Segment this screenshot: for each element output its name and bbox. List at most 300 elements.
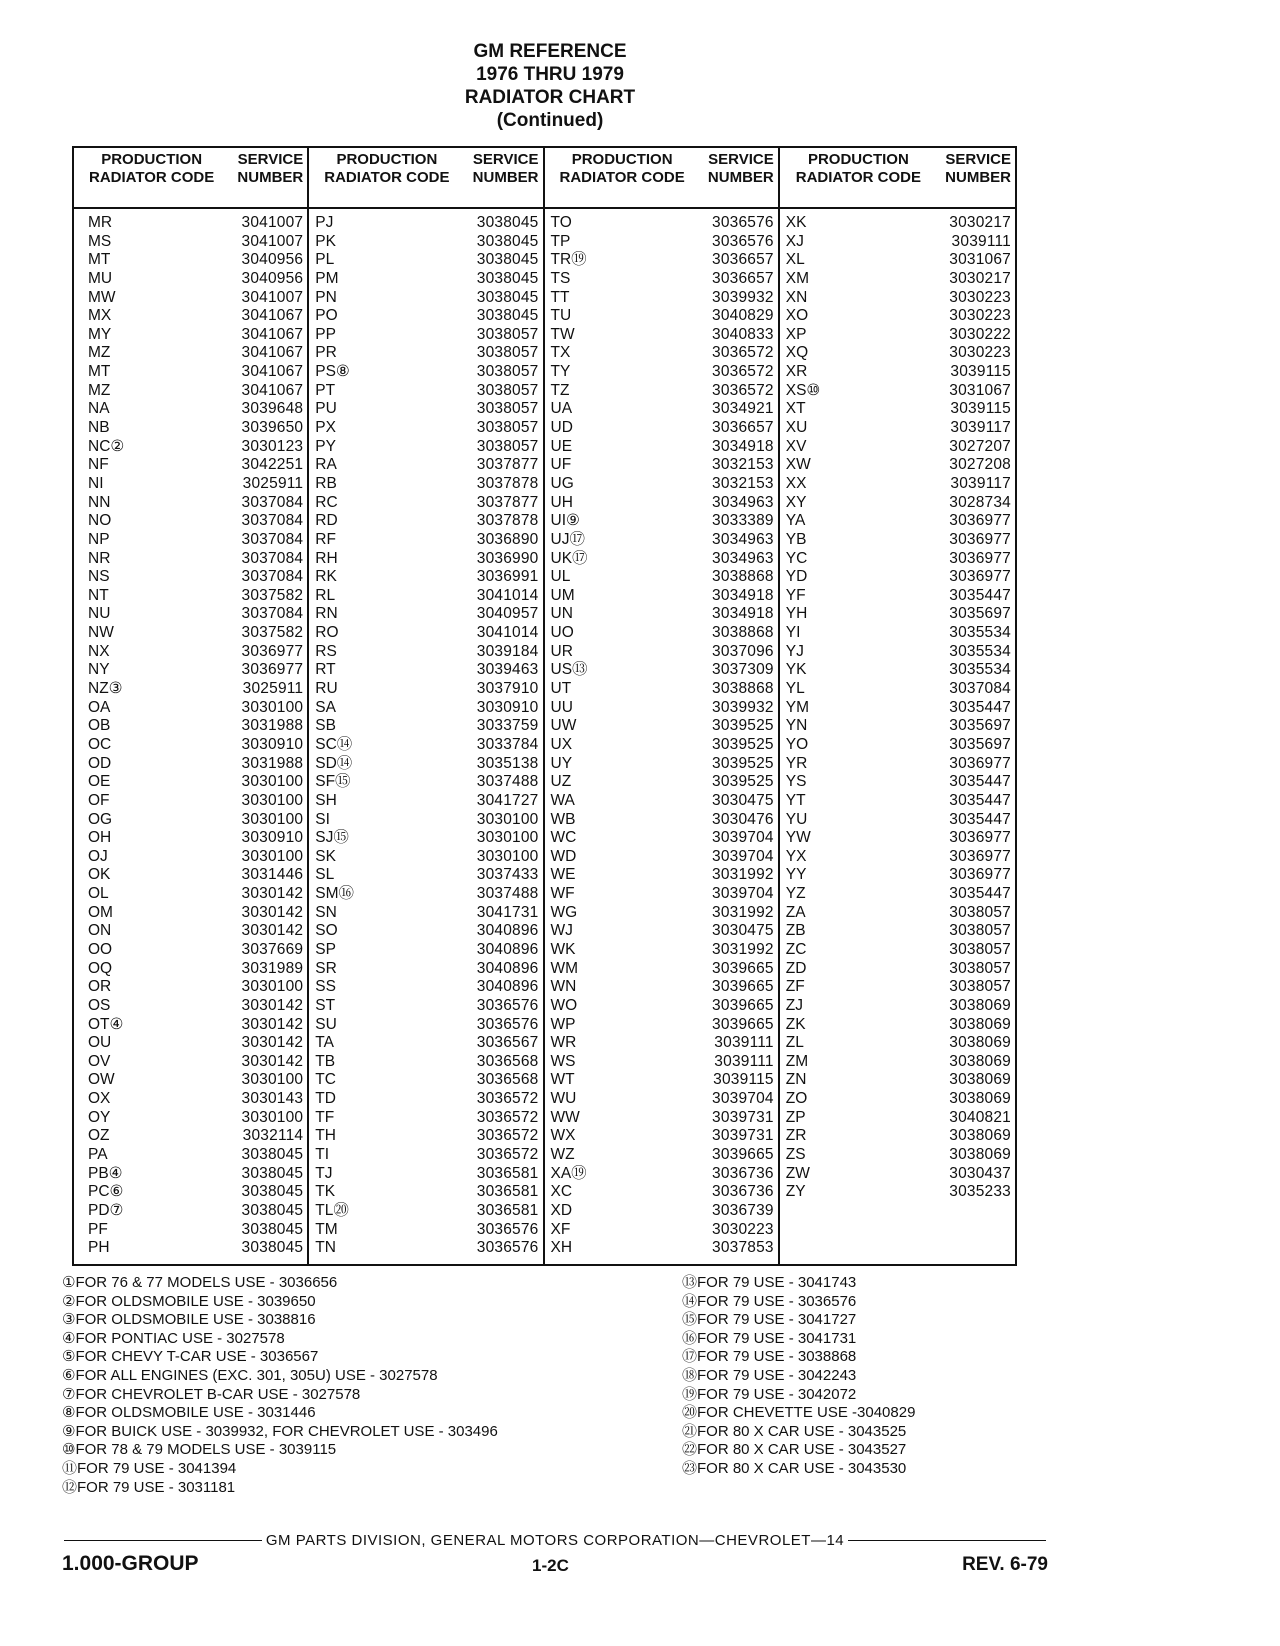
production-code: ZS <box>785 1146 806 1164</box>
service-number: 3036977 <box>949 549 1011 567</box>
production-code: XJ <box>785 232 804 250</box>
table-row <box>545 717 778 736</box>
service-number: 3038045 <box>476 251 539 269</box>
table-row <box>309 344 542 363</box>
service-number: 3037096 <box>712 642 774 660</box>
production-code: XD <box>550 1201 573 1219</box>
table-row <box>309 550 542 569</box>
service-number: 3036568 <box>476 1052 539 1070</box>
table-row <box>309 1146 542 1165</box>
service-number: 3037669 <box>241 940 304 958</box>
service-number: 3036572 <box>712 381 774 399</box>
footnote: ②FOR OLDSMOBILE USE - 3039650 <box>62 1292 316 1310</box>
service-number: 3036977 <box>949 866 1011 884</box>
table-row <box>309 1109 542 1128</box>
table-row <box>545 512 778 531</box>
table-row <box>780 605 1015 624</box>
service-number: 3028734 <box>949 493 1011 511</box>
table-row <box>74 717 307 736</box>
table-row <box>780 1034 1015 1053</box>
production-code: OR <box>88 978 112 996</box>
table-row <box>780 904 1015 923</box>
table-row <box>545 531 778 550</box>
service-number: 3036572 <box>712 363 774 381</box>
production-code: OA <box>88 698 111 716</box>
production-code: XW <box>785 456 811 474</box>
service-number: 3035697 <box>949 717 1011 735</box>
table-row <box>309 624 542 643</box>
production-code: RB <box>315 474 337 492</box>
production-code: OT④ <box>88 1015 124 1033</box>
production-code: UJ⑰ <box>550 530 585 548</box>
table-row <box>74 922 307 941</box>
service-number: 3033784 <box>476 735 539 753</box>
table-row <box>545 960 778 979</box>
table-row <box>309 1016 542 1035</box>
table-row <box>780 531 1015 550</box>
service-number: 3035534 <box>949 624 1011 642</box>
service-number: 3041067 <box>241 344 304 362</box>
production-code: XY <box>785 493 807 511</box>
table-row <box>309 717 542 736</box>
service-number: 3036657 <box>712 251 774 269</box>
service-number: 3038057 <box>949 978 1011 996</box>
service-number: 3036890 <box>476 530 539 548</box>
table-row <box>74 270 307 289</box>
production-code: OL <box>88 885 109 903</box>
table-row <box>780 643 1015 662</box>
table-row <box>780 922 1015 941</box>
service-number: 3030910 <box>241 735 304 753</box>
service-number: 3030223 <box>949 344 1011 362</box>
production-code: WO <box>550 996 578 1014</box>
production-code: RL <box>315 586 336 604</box>
service-number: 3036991 <box>476 568 539 586</box>
production-code: TZ <box>550 381 570 399</box>
table-row <box>74 307 307 326</box>
footnote: ⑱FOR 79 USE - 3042243 <box>682 1366 857 1384</box>
footnote: ⑰FOR 79 USE - 3038868 <box>682 1348 857 1366</box>
service-number: 3037084 <box>241 512 304 530</box>
production-code: ON <box>88 922 112 940</box>
table-row <box>309 699 542 718</box>
production-code: PC⑥ <box>88 1183 124 1201</box>
footnote: ⑭FOR 79 USE - 3036576 <box>682 1292 857 1310</box>
service-number: 3038045 <box>241 1220 304 1238</box>
production-code: SK <box>315 847 336 865</box>
production-code: TX <box>550 344 571 362</box>
service-number: 3039184 <box>476 642 539 660</box>
service-number: 3037433 <box>476 866 539 884</box>
service-number: 3034963 <box>712 530 774 548</box>
table-row <box>545 792 778 811</box>
service-number: 3030142 <box>241 885 304 903</box>
production-code: RT <box>315 661 336 679</box>
service-number: 3039525 <box>712 754 774 772</box>
production-code: WW <box>550 1108 580 1126</box>
footer-group: 1.000-GROUP <box>62 1552 199 1575</box>
service-number: 3037877 <box>476 456 539 474</box>
footnote: ⑬FOR 79 USE - 3041743 <box>682 1274 857 1291</box>
service-number: 3035138 <box>476 754 539 772</box>
production-code: XQ <box>785 344 809 362</box>
table-row <box>309 978 542 997</box>
production-code: YW <box>785 829 811 847</box>
column-header <box>309 148 542 209</box>
service-number: 3030100 <box>476 810 539 828</box>
service-number: 3041067 <box>241 307 304 325</box>
footnote: ⑳FOR CHEVETTE USE -3040829 <box>682 1404 916 1422</box>
footnote: ⑤FOR CHEVY T-CAR USE - 3036567 <box>62 1348 319 1366</box>
service-number: 3035447 <box>949 810 1011 828</box>
service-number: 3038045 <box>476 307 539 325</box>
table-row <box>74 680 307 699</box>
footnote: ㉑FOR 80 X CAR USE - 3043525 <box>682 1422 907 1440</box>
production-code: OG <box>88 810 113 828</box>
production-code: UX <box>550 735 573 753</box>
service-number: 3035534 <box>949 661 1011 679</box>
production-code: SO <box>315 922 338 940</box>
table-row <box>545 1127 778 1146</box>
service-number: 3041727 <box>476 791 539 809</box>
service-number: 3030217 <box>949 269 1011 287</box>
production-code: NC② <box>88 437 125 455</box>
production-code: PN <box>315 288 337 306</box>
table-row <box>74 568 307 587</box>
production-header: PRODUCTION RADIATOR CODE <box>88 151 215 186</box>
footnote: ⑯FOR 79 USE - 3041731 <box>682 1329 857 1347</box>
table-row <box>74 605 307 624</box>
production-code: UU <box>550 698 573 716</box>
production-code: RD <box>315 512 338 530</box>
production-code: XL <box>785 251 805 269</box>
service-number: 3037309 <box>712 661 774 679</box>
table-row <box>545 382 778 401</box>
production-code: TH <box>315 1127 336 1145</box>
production-code: MS <box>88 232 112 250</box>
production-code: OX <box>88 1090 111 1108</box>
production-code: SP <box>315 940 336 958</box>
service-number: 3037582 <box>241 624 304 642</box>
service-number: 3039111 <box>714 1052 774 1070</box>
service-number: 3037084 <box>241 530 304 548</box>
production-code: UR <box>550 642 573 660</box>
table-row <box>780 1071 1015 1090</box>
production-code: ST <box>315 996 336 1014</box>
service-number: 3035233 <box>949 1183 1011 1201</box>
production-code: XS⑩ <box>785 381 821 399</box>
table-row <box>780 1016 1015 1035</box>
service-number: 3036977 <box>949 829 1011 847</box>
production-code: RO <box>315 624 339 642</box>
service-number: 3038057 <box>949 903 1011 921</box>
service-number: 3039665 <box>712 1015 774 1033</box>
production-code: SA <box>315 698 336 716</box>
service-number: 3039731 <box>712 1108 774 1126</box>
title-line-2: 1976 THRU 1979 <box>476 64 624 85</box>
table-row <box>780 1183 1015 1202</box>
table-row <box>74 344 307 363</box>
table-row <box>309 289 542 308</box>
table-row <box>309 1090 542 1109</box>
production-code: SS <box>315 978 336 996</box>
table-row <box>74 624 307 643</box>
service-number: 3030142 <box>241 1034 304 1052</box>
service-number: 3038045 <box>476 232 539 250</box>
table-row <box>545 1090 778 1109</box>
production-code: WC <box>550 829 577 847</box>
production-code: ZY <box>785 1183 806 1201</box>
service-number: 3038045 <box>241 1183 304 1201</box>
table-row <box>74 997 307 1016</box>
service-number: 3030100 <box>241 810 304 828</box>
table-row <box>74 848 307 867</box>
production-code: XP <box>785 325 807 343</box>
table-row <box>545 214 778 233</box>
production-code: TM <box>315 1220 338 1238</box>
footnote: ③FOR OLDSMOBILE USE - 3038816 <box>62 1311 316 1329</box>
table-row <box>545 1221 778 1240</box>
production-code: RK <box>315 568 337 586</box>
production-code: WR <box>550 1034 577 1052</box>
service-number: 3030475 <box>712 922 774 940</box>
table-row <box>74 587 307 606</box>
production-code: RH <box>315 549 338 567</box>
service-number: 3030142 <box>241 1015 304 1033</box>
service-number: 3039525 <box>712 773 774 791</box>
production-code: UW <box>550 717 577 735</box>
table-row <box>545 978 778 997</box>
service-number: 3040896 <box>476 922 539 940</box>
service-number: 3040896 <box>476 959 539 977</box>
table-row <box>545 419 778 438</box>
service-number: 3035534 <box>949 642 1011 660</box>
production-code: XK <box>785 214 807 231</box>
production-code: WP <box>550 1015 576 1033</box>
table-row <box>309 811 542 830</box>
production-code: OD <box>88 754 112 772</box>
production-code: OF <box>88 791 110 809</box>
service-number: 3038057 <box>476 437 539 455</box>
production-code: XA⑲ <box>550 1164 587 1182</box>
production-code: XM <box>785 269 809 287</box>
table-row <box>74 550 307 569</box>
production-code: XX <box>785 474 807 492</box>
table-row <box>545 438 778 457</box>
table-row <box>74 1221 307 1240</box>
table-row <box>309 885 542 904</box>
table-row <box>309 1183 542 1202</box>
service-number: 3030476 <box>712 810 774 828</box>
table-row <box>309 866 542 885</box>
production-code: WB <box>550 810 576 828</box>
service-number: 3030100 <box>476 829 539 847</box>
service-number: 3038069 <box>949 996 1011 1014</box>
service-number: 3036572 <box>476 1146 539 1164</box>
table-row <box>780 550 1015 569</box>
title-line-4: (Continued) <box>496 110 604 131</box>
table-row <box>780 755 1015 774</box>
service-number: 3030223 <box>949 288 1011 306</box>
production-code: TW <box>550 325 575 343</box>
table-row <box>309 494 542 513</box>
table-row <box>74 363 307 382</box>
service-number: 3036576 <box>476 1239 539 1257</box>
table-row <box>309 941 542 960</box>
table-row <box>780 717 1015 736</box>
production-code: ZJ <box>785 996 803 1014</box>
production-code: UE <box>550 437 573 455</box>
table-row <box>74 866 307 885</box>
service-number: 3035447 <box>949 885 1011 903</box>
table-row <box>545 307 778 326</box>
service-number: 3039665 <box>712 959 774 977</box>
table-row <box>545 233 778 252</box>
production-code: SN <box>315 903 337 921</box>
service-number: 3039115 <box>713 1071 774 1089</box>
table-row <box>545 680 778 699</box>
table-row <box>780 363 1015 382</box>
table-row <box>780 587 1015 606</box>
table-row <box>74 1016 307 1035</box>
production-code: YL <box>785 680 805 698</box>
service-number: 3039525 <box>712 735 774 753</box>
table-row <box>545 475 778 494</box>
service-number: 3036736 <box>712 1183 774 1201</box>
service-number: 3039665 <box>712 1146 774 1164</box>
production-code: RU <box>315 680 338 698</box>
service-header: SERVICE NUMBER <box>707 151 774 186</box>
production-code: RN <box>315 605 338 623</box>
table-row <box>74 811 307 830</box>
service-number: 3039115 <box>950 400 1011 418</box>
table-row <box>545 866 778 885</box>
service-number: 3039731 <box>712 1127 774 1145</box>
production-code: MT <box>88 363 111 381</box>
table-row <box>309 1127 542 1146</box>
service-number: 3036977 <box>949 754 1011 772</box>
service-number: 3036572 <box>476 1108 539 1126</box>
service-number: 3030123 <box>241 437 304 455</box>
service-number: 3039111 <box>714 1034 774 1052</box>
table-row <box>545 1071 778 1090</box>
service-number: 3035447 <box>949 773 1011 791</box>
production-code: YM <box>785 698 809 716</box>
service-number: 3038045 <box>476 269 539 287</box>
production-code: PH <box>88 1239 110 1257</box>
production-code: UZ <box>550 773 572 791</box>
table-row <box>309 755 542 774</box>
column-header <box>780 148 1015 209</box>
production-code: YZ <box>785 885 806 903</box>
production-code: PU <box>315 400 337 418</box>
production-code: YT <box>785 791 806 809</box>
service-number: 3030475 <box>712 791 774 809</box>
production-code: TK <box>315 1183 336 1201</box>
table-row <box>545 1183 778 1202</box>
production-code: XR <box>785 363 808 381</box>
service-number: 3040821 <box>949 1108 1011 1126</box>
production-code: YF <box>785 586 806 604</box>
table-row <box>309 1202 542 1221</box>
production-code: NN <box>88 493 111 511</box>
service-number: 3031989 <box>241 959 304 977</box>
production-code: YX <box>785 847 807 865</box>
service-number: 3035697 <box>949 735 1011 753</box>
table-row <box>309 475 542 494</box>
table-row <box>74 1109 307 1128</box>
production-code: OV <box>88 1052 111 1070</box>
service-number: 3036576 <box>476 996 539 1014</box>
production-code: PM <box>315 269 339 287</box>
production-code: TI <box>315 1146 330 1164</box>
service-number: 3036990 <box>476 549 539 567</box>
chart-title <box>0 40 1100 132</box>
production-code: PR <box>315 344 337 362</box>
footer-rule-left <box>64 1540 262 1541</box>
service-number: 3034918 <box>712 586 774 604</box>
table-row <box>309 382 542 401</box>
service-number: 3030100 <box>241 1108 304 1126</box>
table-row <box>74 233 307 252</box>
table-row <box>74 755 307 774</box>
service-number: 3031988 <box>241 754 304 772</box>
table-row <box>74 885 307 904</box>
service-number: 3037877 <box>476 493 539 511</box>
service-number: 3037084 <box>241 549 304 567</box>
production-code: ZO <box>785 1090 808 1108</box>
production-code: UA <box>550 400 573 418</box>
table-row <box>780 400 1015 419</box>
service-number: 3036657 <box>712 419 774 437</box>
service-number: 3039665 <box>712 996 774 1014</box>
service-number: 3038069 <box>949 1052 1011 1070</box>
service-number: 3030100 <box>241 773 304 791</box>
service-number: 3040829 <box>712 307 774 325</box>
production-code: PD⑦ <box>88 1201 124 1219</box>
production-code: NA <box>88 400 110 418</box>
table-row <box>74 904 307 923</box>
service-number: 3040896 <box>476 978 539 996</box>
footer-revision: REV. 6-79 <box>962 1554 1048 1575</box>
production-code: TT <box>550 288 570 306</box>
service-number: 3036576 <box>476 1220 539 1238</box>
production-code: ZN <box>785 1071 807 1089</box>
production-code: PY <box>315 437 336 455</box>
production-code: NU <box>88 605 111 623</box>
production-code: MY <box>88 325 112 343</box>
footnote: ⑦FOR CHEVROLET B-CAR USE - 3027578 <box>62 1385 361 1403</box>
service-number: 3037878 <box>476 512 539 530</box>
table-row <box>309 605 542 624</box>
production-code: MX <box>88 307 112 325</box>
production-code: NW <box>88 624 114 642</box>
table-row <box>545 1109 778 1128</box>
table-row <box>780 941 1015 960</box>
table-row <box>780 512 1015 531</box>
title-line-1: GM REFERENCE <box>473 41 627 62</box>
service-number: 3040833 <box>712 325 774 343</box>
table-row <box>545 251 778 270</box>
production-code: YJ <box>785 642 804 660</box>
service-number: 3034918 <box>712 437 774 455</box>
production-code: UF <box>550 456 572 474</box>
production-code: ZB <box>785 922 806 940</box>
footnote: ⑲FOR 79 USE - 3042072 <box>682 1385 857 1403</box>
service-number: 3038069 <box>949 1034 1011 1052</box>
service-number: 3037084 <box>241 568 304 586</box>
production-code: UN <box>550 605 573 623</box>
